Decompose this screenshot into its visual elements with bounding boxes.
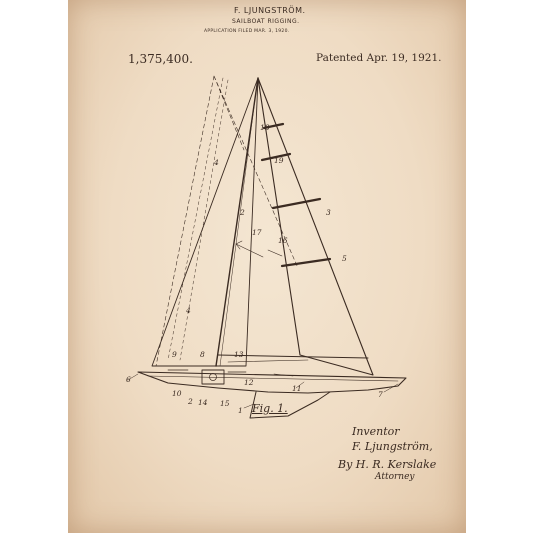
reference-numeral: 5 [342,254,347,263]
patent-number: 1,375,400. [128,52,193,66]
patent-sheet [68,0,466,533]
wind-arrow [268,250,282,256]
attorney-label: Attorney [375,472,415,482]
reference-numeral: 17 [252,228,262,237]
reference-numeral: 15 [220,399,230,408]
wind-arrow [236,241,263,257]
patent-date: Patented Apr. 19, 1921. [316,52,442,64]
reference-numeral: 13 [234,350,244,359]
reference-numeral: 4 [186,306,191,315]
alternate-sail-dashed [168,78,228,360]
reference-numeral: 12 [244,378,254,387]
reference-numeral: 7 [378,390,383,399]
figure-label: Fig. 1. [252,402,288,415]
inventor-signature: F. Ljungström, [352,440,433,453]
attorney-signature: By H. R. Kerslake [338,458,437,471]
reference-numeral: 16 [278,236,288,245]
sailboat-drawing [68,0,466,533]
batten [273,199,320,208]
reference-numeral: 10 [172,389,182,398]
reference-numeral: 6 [126,375,131,384]
inventor-heading: Inventor [352,425,400,438]
reference-numeral: 1 [238,406,243,415]
boom-lower [228,360,308,362]
reference-numeral: 2 [188,397,193,406]
reference-numeral: 3 [326,208,331,217]
application-filed-line: APPLICATION FILED MAR. 3, 1920. [204,29,290,34]
reference-numeral: 18 [260,123,270,132]
reference-numeral: 19 [274,156,284,165]
inventor-name-header: F. LJUNGSTRÖM. [234,6,306,15]
reference-numeral: 9 [172,350,177,359]
reference-numeral: 14 [198,398,208,407]
reference-numeral: 4 [214,158,219,167]
patent-title: SAILBOAT RIGGING. [232,18,300,25]
reference-numeral: 11 [292,384,302,393]
reference-numeral: 2 [240,208,245,217]
alternate-rig-dashed [156,76,298,366]
mainsail [258,78,373,375]
reference-numeral: 8 [200,350,205,359]
batten [282,259,330,266]
